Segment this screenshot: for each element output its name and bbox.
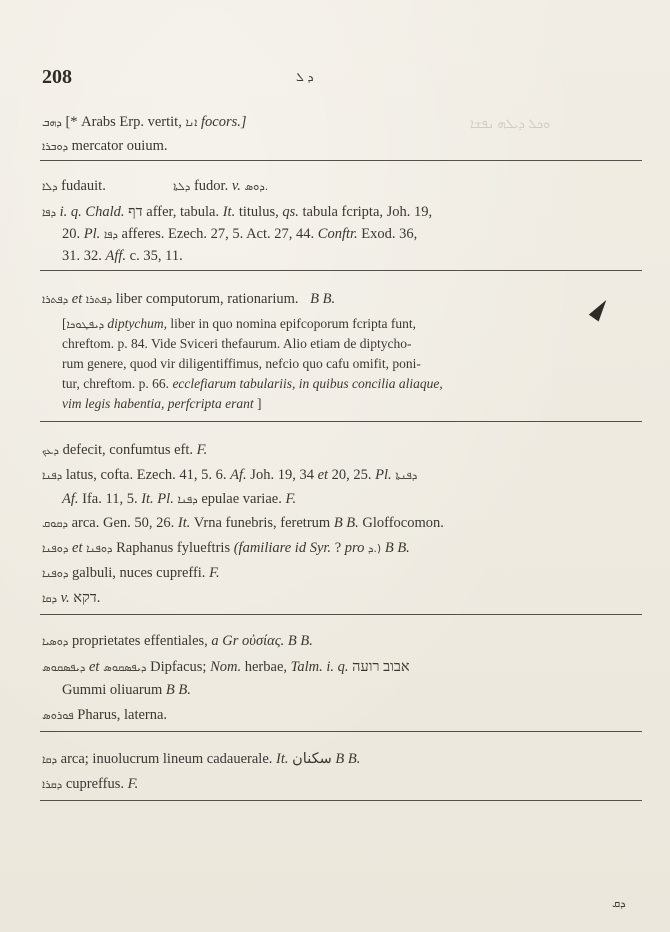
entry-line: rum genere, quod vir diligentiffimus, nefcio quo cafu omifit, poni- bbox=[62, 356, 421, 371]
entry-line: Gummi oliuarum B B. bbox=[62, 682, 191, 698]
entry-line: ܕܘܣܝܐ proprietates effentiales, a Gr οὐσίας. B B. bbox=[42, 633, 313, 649]
page-number: 208 bbox=[42, 66, 72, 88]
section-divider bbox=[40, 270, 642, 273]
entry-line: ܕܘܦܢܐ galbuli, nuces cupreffi. F. bbox=[42, 565, 220, 581]
entry-line: ܕܝܦܣܩܘܣ et ܕܝܦܣܩܘܣ Dipfacus; Nom. herbae, Talm. i. q. אבוב רועה bbox=[42, 659, 410, 675]
section-divider bbox=[40, 160, 642, 163]
section-divider bbox=[40, 421, 642, 424]
quill-mark-icon bbox=[589, 297, 611, 322]
bleed-through-text: ܘܟܠ ܕܝܠܗ ܢܦܫܐ bbox=[470, 116, 551, 131]
entry-line: 20. Pl. ܕܦܐ afferes. Ezech. 27, 5. Act. 27, 44. Conftr. Exod. 36, bbox=[62, 226, 418, 242]
section-divider bbox=[40, 614, 642, 617]
entry-line: tur, chreftom. p. 66. ecclefiarum tabulariis, in quibus concilia aliaque, bbox=[62, 376, 443, 391]
entry-line: 31. 32. Aff. c. 35, 11. bbox=[62, 248, 183, 264]
entry-line: ܕܘܦܢܐ et ܕܘܦܢܐ Raphanus fylueftris (familiare id Syr. ? pro ܕ.) B B. bbox=[42, 540, 410, 556]
entry-line: ܦܘܪܘܣ Pharus, laterna. bbox=[42, 707, 168, 723]
entry-line: ܕܗܒ [* Arabs Erp. vertit, ܐܢܐ focors.] bbox=[42, 114, 247, 130]
entry-line: ܕܩܐ arca; inuolucrum lineum cadauerale. It. سكنان B B. bbox=[42, 751, 361, 767]
entry-line: ܕܦܐ i. q. Chald. דף affer, tabula. It. titulus, qs. tabula fcripta, Joh. 19, bbox=[42, 204, 433, 220]
section-divider bbox=[40, 800, 642, 803]
entry-line: ܕܥܟ defecit, confumtus eft. F. bbox=[42, 442, 208, 458]
catchword: ܕܩ bbox=[612, 897, 626, 910]
entry-line: ܕܠܐ fudauit. ܕܠܬܐ fudor. v. ܕܘܣ. bbox=[42, 178, 269, 194]
entry-line: Af. Ifa. 11, 5. It. Pl. ܕܦܢܐ epulae variae. F. bbox=[62, 491, 297, 507]
entry-line: ܕܦܢܐ latus, cofta. Ezech. 41, 5. 6. Af. Joh. 19, 34 et 20, 25. Pl. ܕܦܢܬܐ bbox=[42, 467, 418, 483]
entry-line: ܕܘܒܪܐ mercator ouium. bbox=[42, 138, 168, 154]
entry-line: chreftom. p. 84. Vide Sviceri thefaurum. Alio etiam de diptycho- bbox=[62, 336, 412, 351]
entry-line: ܕܦܬܪܐ et ܕܦܬܪܐ liber computorum, rationarium. B B. bbox=[42, 291, 336, 307]
running-title: ܕ ܠ bbox=[296, 70, 314, 84]
entry-line: ܕܩܘܩ arca. Gen. 50, 26. It. Vrna funebris, feretrum B B. Gloffocomon. bbox=[42, 515, 444, 531]
entry-line: vim legis habentia, perfcripta erant ] bbox=[62, 396, 262, 411]
entry-line: ܕܩܐ v. דקא. bbox=[42, 590, 101, 606]
entry-line: [ܕܝܦܛܘܟܐ diptychum, liber in quo nomina epifcoporum fcripta funt, bbox=[62, 316, 416, 331]
section-divider bbox=[40, 731, 642, 734]
entry-line: ܕܩܪܐ cupreffus. F. bbox=[42, 776, 139, 792]
